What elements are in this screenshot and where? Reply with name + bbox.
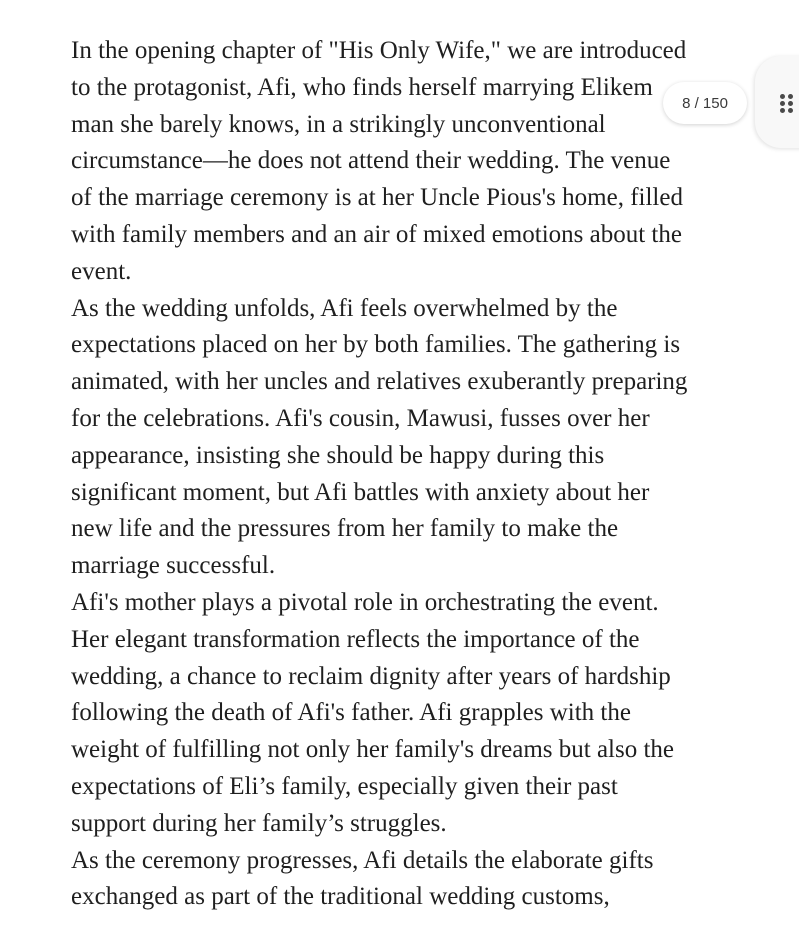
text-line: event. [71,257,132,285]
page-number-label: 8 / 150 [682,94,728,112]
text-line: Afi's mother plays a pivotal role in orchestrating the event. [71,588,659,616]
text-line: exchanged as part of the traditional wedding customs, [71,883,610,911]
text-line: of the marriage ceremony is at her Uncle Pious's home, filled [71,184,683,212]
text-line: new life and the pressures from her family to make the [71,515,619,543]
text-line: support during her family’s struggles. [71,809,447,837]
book-text [71,33,741,916]
text-line: Her elegant transformation reflects the importance of the [71,625,640,653]
page-number-badge[interactable] [663,82,747,124]
text-line: animated, with her uncles and relatives exuberantly preparing [71,368,688,396]
text-line: following the death of Afi's father. Afi grapples with the [71,699,631,727]
text-line: circumstance—he does not attend their wedding. The venue [71,147,671,175]
text-line: with family members and an air of mixed emotions about the [71,220,682,248]
text-line: expectations of Eli’s family, especially given their past [71,772,618,800]
text-line: marriage successful. [71,552,276,580]
text-line: expectations placed on her by both families. The gathering is [71,331,681,359]
text-line: appearance, insisting she should be happy during this [71,441,605,469]
text-line: significant moment, but Afi battles with anxiety about her [71,478,650,506]
text-line: As the ceremony progresses, Afi details the elaborate gifts [71,846,654,874]
text-line: man she barely knows, in a strikingly unconventional [71,110,606,138]
text-line: In the opening chapter of "His Only Wife," we are introduced [71,37,687,64]
text-line: wedding, a chance to reclaim dignity after years of hardship [71,662,671,690]
drag-handle-icon[interactable] [780,94,794,114]
text-line: As the wedding unfolds, Afi feels overwhelmed by the [71,294,618,322]
text-line: to the protagonist, Afi, who finds herself marrying Elikem [71,73,653,101]
text-line: weight of fulfilling not only her family's dreams but also the [71,736,675,764]
text-line: for the celebrations. Afi's cousin, Mawusi, fusses over her [71,404,650,432]
